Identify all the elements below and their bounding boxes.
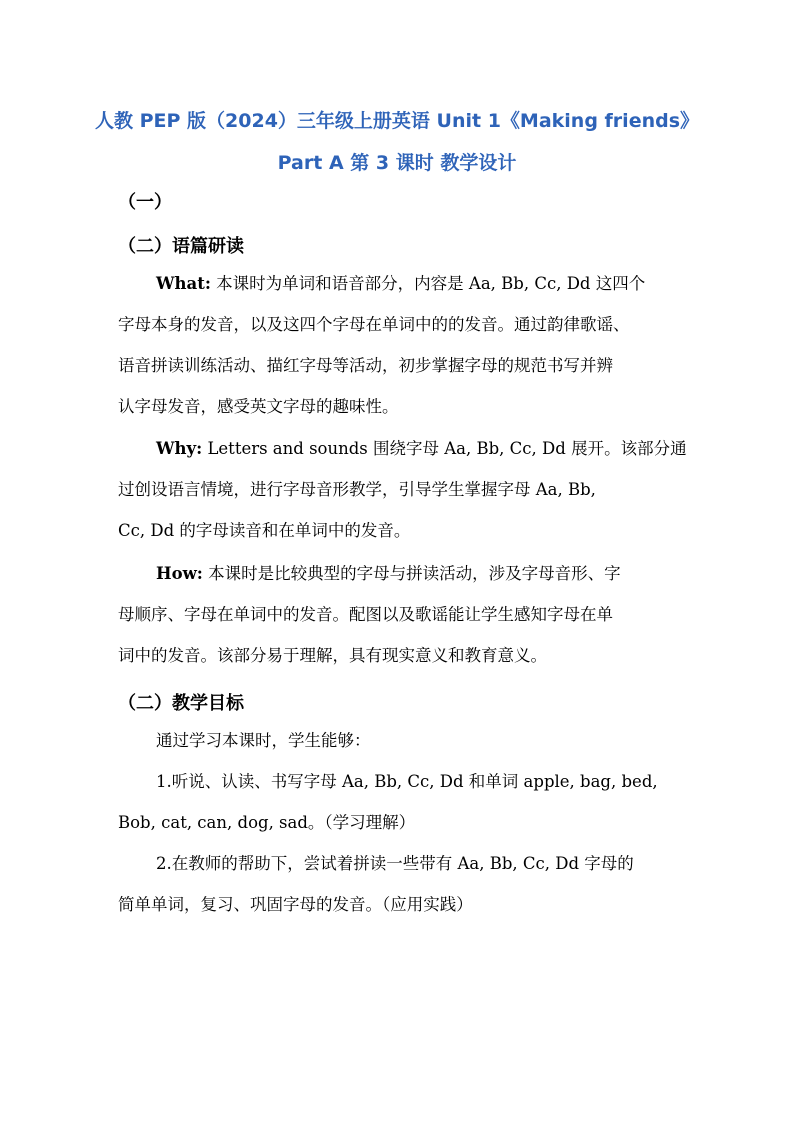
paragraph-how xyxy=(118,553,678,676)
what-line-2: 字母本身的发音，以及这四个字母在单词中的的发音。通过韵律歌谣、 xyxy=(118,315,630,334)
why-line-3: Cc, Dd 的字母读音和在单词中的发音。 xyxy=(118,521,411,540)
why-label: Why: xyxy=(156,439,203,458)
how-label: How: xyxy=(156,564,203,583)
how-line-2: 母顺序、字母在单词中的发音。配图以及歌谣能让学生感知字母在单 xyxy=(118,605,613,624)
paragraph-what xyxy=(118,263,678,427)
goal-1-line-2: Bob, cat, can, dog, sad。（学习理解） xyxy=(118,813,416,832)
goal-2-line-2: 简单单词，复习、巩固字母的发音。（应用实践） xyxy=(118,895,473,914)
goal-2-line-1: 2.在教师的帮助下，尝试着拼读一些带有 Aa, Bb, Cc, Dd 字母的 xyxy=(156,854,634,873)
what-line-4: 认字母发音，感受英文字母的趣味性。 xyxy=(118,397,399,416)
how-line-1: How: 本课时是比较典型的字母与拼读活动，涉及字母音形、字 xyxy=(156,564,621,583)
document-title-line1: 人教 PEP 版（2024）三年级上册英语 Unit 1《Making friends》 xyxy=(94,110,700,132)
what-line-3: 语音拼读训练活动、描红字母等活动，初步掌握字母的规范书写并辨 xyxy=(118,356,613,375)
goals-intro: 通过学习本课时，学生能够： xyxy=(156,731,371,750)
goal-1-line-1: 1.听说、认读、书写字母 Aa, Bb, Cc, Dd 和单词 apple, bag, bed, xyxy=(156,772,658,791)
why-line-2: 过创设语言情境，进行字母音形教学，引导学生掌握字母 Aa, Bb, xyxy=(118,480,596,499)
document-title-line2: Part A 第 3 课时 教学设计 xyxy=(277,152,517,174)
what-label: What: xyxy=(156,274,211,293)
section-heading-3: （二）教学目标 xyxy=(118,693,244,714)
why-line-1: Why: Letters and sounds 围绕字母 Aa, Bb, Cc, Dd 展开。该部分通 xyxy=(156,439,687,458)
what-line-1: What: 本课时为单词和语音部分，内容是 Aa, Bb, Cc, Dd 这四个 xyxy=(156,274,646,293)
paragraph-why xyxy=(118,428,687,551)
section-heading-1: （一） xyxy=(118,192,172,213)
goals-block xyxy=(118,720,678,925)
how-line-3: 词中的发音。该部分易于理解，具有现实意义和教育意义。 xyxy=(118,646,547,665)
section-heading-2: （二）语篇研读 xyxy=(118,236,244,257)
